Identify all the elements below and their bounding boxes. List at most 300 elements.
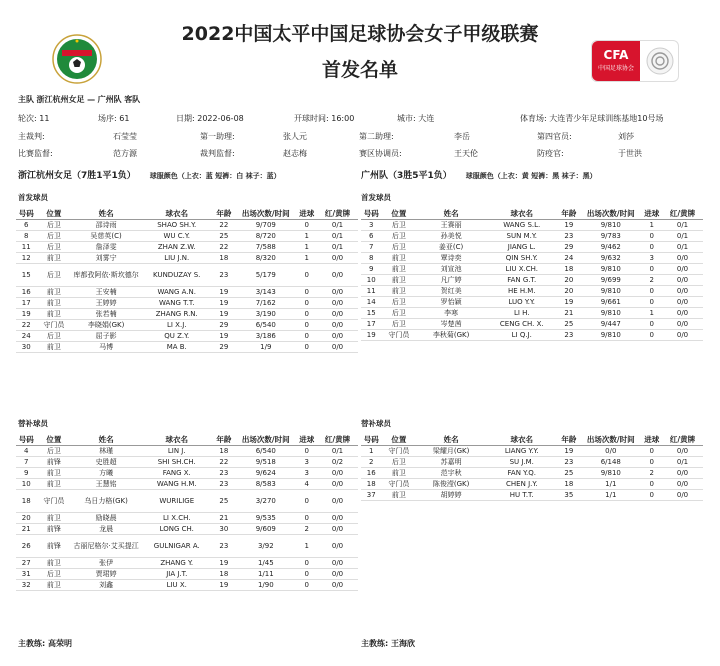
cell-shirt-name: CENG CH. X. xyxy=(486,319,558,330)
cell-name: 陈俊滢(GK) xyxy=(416,479,486,490)
column-header-name: 姓名 xyxy=(71,208,141,220)
column-header-cards: 红/黄牌 xyxy=(317,208,358,220)
cell-name: 凡广婷 xyxy=(416,275,486,286)
official-label: 第四官员: xyxy=(537,132,572,141)
cell-age: 29 xyxy=(213,320,236,331)
cell-name: 王赛丽 xyxy=(416,220,486,231)
table-row xyxy=(16,535,358,558)
cell-appearances: 1/1 xyxy=(580,490,641,501)
cell-position: 后卫 xyxy=(36,264,71,287)
cell-age: 23 xyxy=(558,330,581,341)
column-header-position: 位置 xyxy=(381,434,416,446)
cell-goals: 0 xyxy=(297,298,317,309)
official-name: 王天伦 xyxy=(454,149,478,158)
cell-name: 乌日力格(GK) xyxy=(71,490,141,513)
official-name: 张人元 xyxy=(283,132,307,141)
cell-appearances: 0/0 xyxy=(580,446,641,457)
cell-number: 17 xyxy=(361,319,381,330)
cell-position: 后卫 xyxy=(381,308,416,319)
cell-position: 后卫 xyxy=(36,331,71,342)
table-header-row xyxy=(16,434,358,446)
cell-goals: 0 xyxy=(642,319,662,330)
cell-age: 19 xyxy=(213,287,236,298)
cell-shirt-name: QU Z.Y. xyxy=(141,331,213,342)
cell-position: 后卫 xyxy=(36,242,71,253)
cell-appearances: 9/810 xyxy=(580,330,641,341)
cell-number: 19 xyxy=(16,309,36,320)
cell-age: 18 xyxy=(213,569,236,580)
cell-position: 前卫 xyxy=(36,287,71,298)
page-title: 2022中国太平中国足球协会女子甲级联赛 xyxy=(181,23,539,45)
cell-appearances: 7/588 xyxy=(235,242,296,253)
away-team-title xyxy=(361,170,597,182)
cell-position: 守门员 xyxy=(381,479,416,490)
cell-position: 守门员 xyxy=(381,330,416,341)
page-subtitle: 首发名单 xyxy=(321,59,398,81)
cell-goals: 2 xyxy=(642,275,662,286)
cell-position: 前卫 xyxy=(381,468,416,479)
official-label: 比赛监督: xyxy=(18,149,53,158)
cell-name: 李寒 xyxy=(416,308,486,319)
cell-age: 30 xyxy=(213,524,236,535)
cell-shirt-name: WANG A.N. xyxy=(141,287,213,298)
table-row xyxy=(361,319,703,330)
column-header-goals: 进球 xyxy=(642,208,662,220)
round-value: 11 xyxy=(39,114,50,123)
table-row xyxy=(16,446,358,457)
cell-number: 18 xyxy=(16,490,36,513)
table-row xyxy=(16,479,358,490)
cell-position: 前卫 xyxy=(381,490,416,501)
cell-cards: 0/0 xyxy=(317,309,358,320)
cell-shirt-name: ZHAN Z.W. xyxy=(141,242,213,253)
away-label: 客队 xyxy=(124,95,141,104)
cell-number: 32 xyxy=(16,580,36,591)
cell-name: 李晓娟(GK) xyxy=(71,320,141,331)
home-label: 主队 xyxy=(18,95,34,104)
cell-name: 库都孜阿依·斯坎德尔 xyxy=(71,264,141,287)
official-label: 防疫官: xyxy=(537,149,564,158)
column-header-goals: 进球 xyxy=(642,434,662,446)
cell-position: 后卫 xyxy=(36,569,71,580)
cell-number: 6 xyxy=(16,220,36,231)
cell-appearances: 6/540 xyxy=(235,320,296,331)
table-row xyxy=(361,479,703,490)
cfa-logo-badge xyxy=(592,41,640,81)
cell-cards: 0/0 xyxy=(317,468,358,479)
cell-age: 22 xyxy=(213,220,236,231)
cell-position: 前卫 xyxy=(381,264,416,275)
cell-name: 刘雾宁 xyxy=(71,253,141,264)
cell-appearances: 9/447 xyxy=(580,319,641,330)
cfa-logo xyxy=(591,40,679,82)
table-row xyxy=(361,286,703,297)
cell-position: 前卫 xyxy=(36,479,71,490)
table-row xyxy=(361,231,703,242)
cell-appearances: 9/810 xyxy=(580,264,641,275)
cell-cards: 0/0 xyxy=(662,319,703,330)
cell-position: 守门员 xyxy=(36,490,71,513)
cell-goals: 0 xyxy=(297,490,317,513)
cell-name: 屈子影 xyxy=(71,331,141,342)
cell-name: 孙美悦 xyxy=(416,231,486,242)
cell-shirt-name: QIN SH.Y. xyxy=(486,253,558,264)
cell-cards: 0/0 xyxy=(317,535,358,558)
cell-age: 19 xyxy=(213,331,236,342)
cell-shirt-name: LI X.CH. xyxy=(141,513,213,524)
cell-position: 后卫 xyxy=(381,231,416,242)
cell-number: 3 xyxy=(361,220,381,231)
column-header-name: 姓名 xyxy=(71,434,141,446)
cell-shirt-name: SHI SH.CH. xyxy=(141,457,213,468)
cell-number: 10 xyxy=(361,275,381,286)
cell-appearances: 3/92 xyxy=(235,535,296,558)
cell-number: 8 xyxy=(361,253,381,264)
cell-position: 前锋 xyxy=(36,524,71,535)
cell-age: 21 xyxy=(213,513,236,524)
cell-shirt-name: LIU X.CH. xyxy=(486,264,558,275)
cell-shirt-name: LIANG Y.Y. xyxy=(486,446,558,457)
cell-age: 22 xyxy=(213,457,236,468)
cell-goals: 3 xyxy=(297,457,317,468)
table-row xyxy=(16,580,358,591)
cfa-logo-text: CFA xyxy=(603,48,629,62)
cell-cards: 0/0 xyxy=(662,264,703,275)
cell-name: 张若楠 xyxy=(71,309,141,320)
cell-shirt-name: CHEN J.Y. xyxy=(486,479,558,490)
cell-cards: 0/0 xyxy=(317,320,358,331)
column-header-shirt-name: 球衣名 xyxy=(486,208,558,220)
table-row xyxy=(16,331,358,342)
cell-name: 励晓晨 xyxy=(71,513,141,524)
kickoff-info xyxy=(294,113,354,125)
cell-appearances: 9/810 xyxy=(580,220,641,231)
cell-number: 31 xyxy=(16,569,36,580)
table-row xyxy=(16,231,358,242)
column-header-goals: 进球 xyxy=(297,208,317,220)
match-no-value: 61 xyxy=(119,114,130,123)
match-no-label: 场序: xyxy=(98,114,117,123)
cell-goals: 0 xyxy=(297,287,317,298)
venue-value: 大连青少年足球训练基地10号场 xyxy=(549,114,664,123)
cell-name: 刘宣池 xyxy=(416,264,486,275)
table-row xyxy=(361,457,703,468)
away-starters-label: 首发球员 xyxy=(361,193,391,202)
cell-shirt-name: LIU J.N. xyxy=(141,253,213,264)
column-header-age: 年龄 xyxy=(213,208,236,220)
table-row xyxy=(16,457,358,468)
column-header-shirt-name: 球衣名 xyxy=(486,434,558,446)
cell-number: 7 xyxy=(361,242,381,253)
official-label: 裁判监督: xyxy=(200,149,235,158)
cell-age: 18 xyxy=(558,479,581,490)
cell-cards: 0/0 xyxy=(317,264,358,287)
column-header-appearances: 出场次数/时间 xyxy=(235,434,296,446)
cell-appearances: 6/540 xyxy=(235,446,296,457)
column-header-age: 年龄 xyxy=(558,208,581,220)
cell-goals: 0 xyxy=(642,479,662,490)
cell-goals: 1 xyxy=(297,535,317,558)
cell-number: 9 xyxy=(16,468,36,479)
cell-cards: 0/0 xyxy=(662,446,703,457)
cell-number: 10 xyxy=(16,479,36,490)
cell-shirt-name: WANG T.T. xyxy=(141,298,213,309)
cell-age: 22 xyxy=(213,242,236,253)
cell-shirt-name: WANG H.M. xyxy=(141,479,213,490)
cell-name: 詹泽雯 xyxy=(71,242,141,253)
official-label: 主裁判: xyxy=(18,132,45,141)
cell-goals: 0 xyxy=(297,220,317,231)
cell-number: 11 xyxy=(361,286,381,297)
column-header-shirt-name: 球衣名 xyxy=(141,208,213,220)
cell-name: 梁耀月(GK) xyxy=(416,446,486,457)
cell-cards: 0/1 xyxy=(662,242,703,253)
cell-goals: 0 xyxy=(642,286,662,297)
cell-cards: 0/0 xyxy=(662,479,703,490)
cell-cards: 0/2 xyxy=(317,457,358,468)
away-subs-table xyxy=(361,434,703,501)
cell-shirt-name: LI H. xyxy=(486,308,558,319)
cell-goals: 0 xyxy=(297,320,317,331)
cell-cards: 0/0 xyxy=(662,330,703,341)
official-name: 范方源 xyxy=(113,149,137,158)
table-row xyxy=(16,524,358,535)
cell-appearances: 8/720 xyxy=(235,231,296,242)
column-header-name: 姓名 xyxy=(416,208,486,220)
home-team-title xyxy=(18,170,281,182)
cell-number: 8 xyxy=(16,231,36,242)
cell-position: 前锋 xyxy=(36,535,71,558)
cell-appearances: 9/609 xyxy=(235,524,296,535)
home-coach-name: 高荣明 xyxy=(48,639,72,648)
cell-name: 王婷婷 xyxy=(71,298,141,309)
cell-shirt-name: FAN G.T. xyxy=(486,275,558,286)
cell-position: 前卫 xyxy=(36,253,71,264)
cell-age: 23 xyxy=(213,264,236,287)
cell-name: 罗怡颖 xyxy=(416,297,486,308)
cell-goals: 0 xyxy=(642,330,662,341)
cell-shirt-name: HE H.M. xyxy=(486,286,558,297)
cell-shirt-name: WANG S.L. xyxy=(486,220,558,231)
table-row xyxy=(16,320,358,331)
cell-number: 15 xyxy=(361,308,381,319)
cell-number: 16 xyxy=(361,468,381,479)
cell-age: 19 xyxy=(213,580,236,591)
cell-number: 15 xyxy=(16,264,36,287)
home-starters-label: 首发球员 xyxy=(18,193,48,202)
table-row xyxy=(361,308,703,319)
cell-number: 22 xyxy=(16,320,36,331)
table-row xyxy=(361,490,703,501)
cell-cards: 0/1 xyxy=(317,220,358,231)
away-coach xyxy=(361,638,415,650)
home-team-name: 浙江杭州女足 xyxy=(36,95,85,104)
cell-shirt-name: WURILIGE xyxy=(141,490,213,513)
cell-appearances: 1/45 xyxy=(235,558,296,569)
cell-age: 25 xyxy=(213,231,236,242)
away-kit-colors: 球服颜色（上衣：黄 短裤：黑 袜子：黑） xyxy=(465,172,597,180)
cell-shirt-name: GULNIGAR A. xyxy=(141,535,213,558)
cell-cards: 0/1 xyxy=(317,231,358,242)
column-header-shirt-name: 球衣名 xyxy=(141,434,213,446)
cell-age: 19 xyxy=(213,558,236,569)
cell-goals: 0 xyxy=(642,231,662,242)
cell-age: 19 xyxy=(213,298,236,309)
cell-cards: 0/0 xyxy=(317,298,358,309)
table-row xyxy=(16,569,358,580)
cell-age: 23 xyxy=(558,457,581,468)
cell-number: 19 xyxy=(361,330,381,341)
cell-number: 6 xyxy=(361,231,381,242)
cell-appearances: 9/518 xyxy=(235,457,296,468)
cell-shirt-name: LI Q.J. xyxy=(486,330,558,341)
cell-name: 古丽尼格尔·艾买提江 xyxy=(71,535,141,558)
cell-cards: 0/0 xyxy=(317,513,358,524)
cell-name: 张伊 xyxy=(71,558,141,569)
cell-age: 21 xyxy=(558,308,581,319)
table-row xyxy=(16,490,358,513)
cell-shirt-name: LUO Y.Y. xyxy=(486,297,558,308)
column-header-cards: 红/黄牌 xyxy=(662,208,703,220)
table-row xyxy=(16,298,358,309)
cell-cards: 0/0 xyxy=(317,490,358,513)
cell-appearances: 5/179 xyxy=(235,264,296,287)
cell-name: 王安楠 xyxy=(71,287,141,298)
cell-age: 25 xyxy=(558,319,581,330)
cell-age: 25 xyxy=(213,490,236,513)
table-row xyxy=(16,253,358,264)
cell-position: 后卫 xyxy=(381,297,416,308)
cell-position: 前卫 xyxy=(36,468,71,479)
cell-shirt-name: SU J.M. xyxy=(486,457,558,468)
column-header-position: 位置 xyxy=(36,434,71,446)
cell-shirt-name: HU T.T. xyxy=(486,490,558,501)
cell-appearances: 3/186 xyxy=(235,331,296,342)
cell-number: 18 xyxy=(361,479,381,490)
cell-goals: 0 xyxy=(297,558,317,569)
table-row xyxy=(16,558,358,569)
cell-appearances: 9/709 xyxy=(235,220,296,231)
cell-cards: 0/0 xyxy=(662,286,703,297)
table-row xyxy=(361,297,703,308)
cell-cards: 0/1 xyxy=(662,457,703,468)
column-header-appearances: 出场次数/时间 xyxy=(235,208,296,220)
cell-age: 24 xyxy=(558,253,581,264)
cell-shirt-name: KUNDUZAY S. xyxy=(141,264,213,287)
cell-goals: 0 xyxy=(297,342,317,353)
cell-cards: 0/0 xyxy=(662,253,703,264)
cell-number: 16 xyxy=(16,287,36,298)
cell-name: 苏嘉明 xyxy=(416,457,486,468)
kickoff-value: 16:00 xyxy=(331,114,355,123)
cell-name: 刘鑫 xyxy=(71,580,141,591)
cell-number: 14 xyxy=(361,297,381,308)
cell-number: 12 xyxy=(16,253,36,264)
home-coach-label: 主教练: xyxy=(18,639,46,648)
cell-goals: 1 xyxy=(642,308,662,319)
official-name: 李岳 xyxy=(454,132,470,141)
cell-name: 姜亚(C) xyxy=(416,242,486,253)
cell-position: 前卫 xyxy=(36,558,71,569)
official-name: 于世洪 xyxy=(618,149,642,158)
cell-position: 前卫 xyxy=(381,286,416,297)
cell-age: 18 xyxy=(213,253,236,264)
cell-shirt-name: LONG CH. xyxy=(141,524,213,535)
cell-cards: 0/1 xyxy=(662,220,703,231)
cell-appearances: 6/148 xyxy=(580,457,641,468)
cell-name: 覃诗奕 xyxy=(416,253,486,264)
cell-appearances: 9/661 xyxy=(580,297,641,308)
column-header-age: 年龄 xyxy=(558,434,581,446)
cell-age: 29 xyxy=(213,342,236,353)
cell-number: 26 xyxy=(16,535,36,558)
cell-appearances: 1/1 xyxy=(580,479,641,490)
cell-cards: 0/1 xyxy=(317,446,358,457)
cell-appearances: 9/462 xyxy=(580,242,641,253)
cell-goals: 0 xyxy=(297,580,317,591)
cell-shirt-name: LIN J. xyxy=(141,446,213,457)
column-header-position: 位置 xyxy=(36,208,71,220)
column-header-number: 号码 xyxy=(16,208,36,220)
column-header-position: 位置 xyxy=(381,208,416,220)
round-label: 轮次: xyxy=(18,114,37,123)
column-header-appearances: 出场次数/时间 xyxy=(580,208,641,220)
table-row xyxy=(16,342,358,353)
cell-cards: 0/0 xyxy=(317,253,358,264)
cell-goals: 0 xyxy=(642,297,662,308)
column-header-cards: 红/黄牌 xyxy=(662,434,703,446)
away-coach-label: 主教练: xyxy=(361,639,389,648)
cell-appearances: 9/810 xyxy=(580,286,641,297)
cell-number: 11 xyxy=(16,242,36,253)
home-coach xyxy=(18,638,72,650)
cell-goals: 0 xyxy=(642,446,662,457)
cell-goals: 4 xyxy=(297,479,317,490)
table-row xyxy=(16,309,358,320)
cell-position: 前卫 xyxy=(36,342,71,353)
cell-appearances: 9/810 xyxy=(580,308,641,319)
table-row xyxy=(16,513,358,524)
cell-position: 后卫 xyxy=(381,457,416,468)
cell-number: 21 xyxy=(16,524,36,535)
table-row xyxy=(16,220,358,231)
cell-appearances: 1/90 xyxy=(235,580,296,591)
cell-position: 后卫 xyxy=(36,231,71,242)
cell-position: 前锋 xyxy=(36,457,71,468)
vs-dash: — xyxy=(87,95,96,104)
cell-goals: 1 xyxy=(642,220,662,231)
cell-goals: 0 xyxy=(297,446,317,457)
cell-goals: 3 xyxy=(297,468,317,479)
away-starters-table xyxy=(361,208,703,341)
cell-goals: 1 xyxy=(297,231,317,242)
official-label: 第二助理: xyxy=(359,132,394,141)
cell-cards: 0/0 xyxy=(317,569,358,580)
home-subs-label: 替补球员 xyxy=(18,419,48,428)
cell-name: 龙晨 xyxy=(71,524,141,535)
table-header-row xyxy=(361,434,703,446)
cell-age: 23 xyxy=(213,479,236,490)
cell-name: 范宇秋 xyxy=(416,468,486,479)
cell-number: 9 xyxy=(361,264,381,275)
home-subs-table xyxy=(16,434,358,591)
cell-number: 2 xyxy=(361,457,381,468)
cell-number: 24 xyxy=(16,331,36,342)
cell-shirt-name: SHAO SH.Y. xyxy=(141,220,213,231)
cell-appearances: 9/632 xyxy=(580,253,641,264)
away-coach-name: 王海欣 xyxy=(391,639,415,648)
cell-name: 林瑾 xyxy=(71,446,141,457)
